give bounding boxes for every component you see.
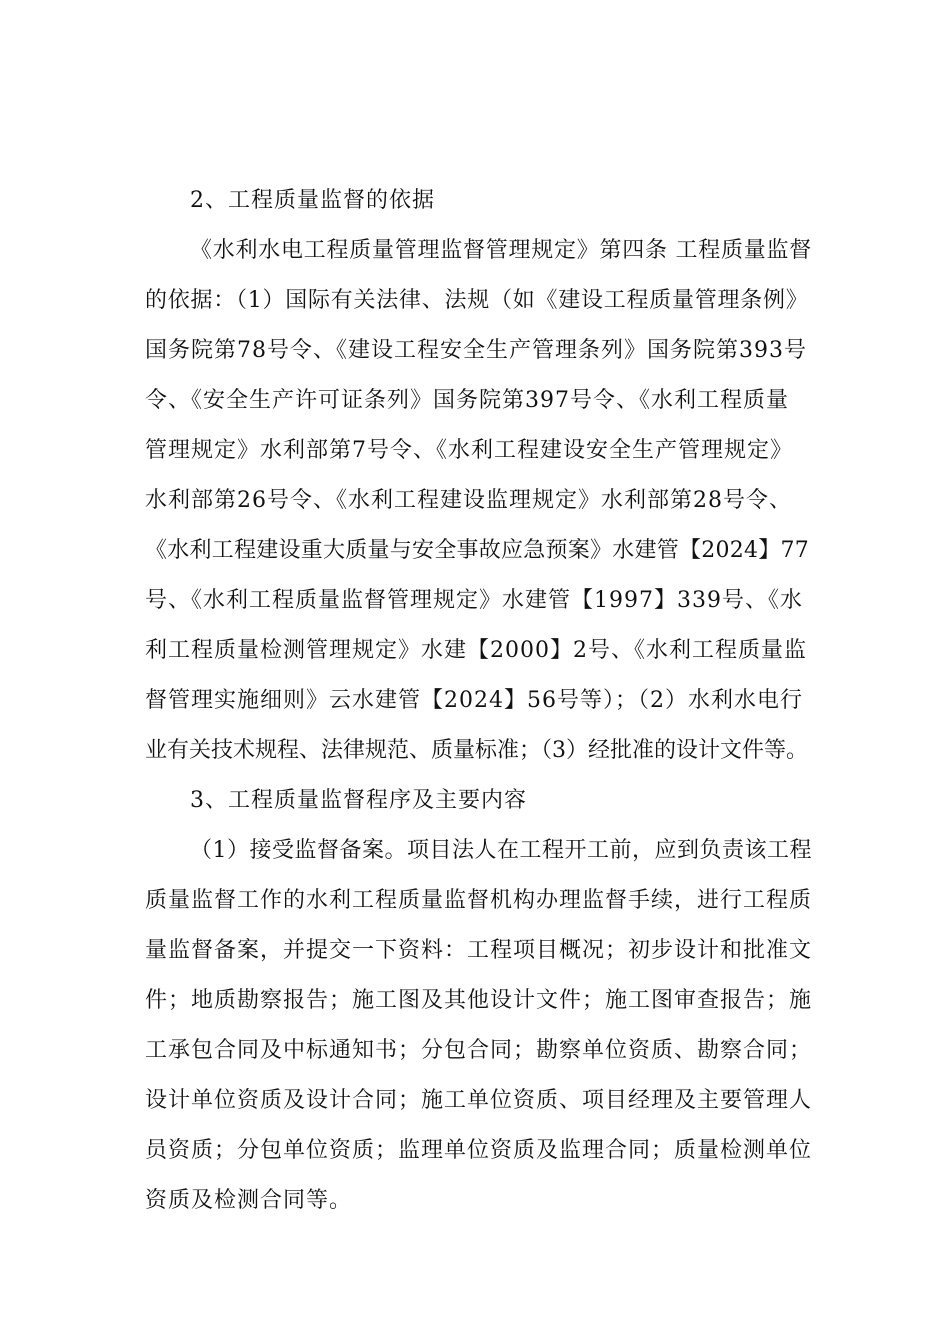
paragraph-line: 的依据：（1）国际有关法律、法规（如《建设工程质量管理条例》 (145, 288, 809, 313)
paragraph-line: 件；地质勘察报告；施工图及其他设计文件；施工图审查报告；施 (145, 988, 813, 1013)
paragraph-line: 管理规定》水利部第7号令、《水利工程建设安全生产管理规定》 (145, 438, 793, 463)
paragraph-line: 水利部第26号令、《水利工程建设监理规定》水利部第28号令、 (145, 488, 792, 513)
paragraph-line: 令、《安全生产许可证条列》国务院第397号令、《水利工程质量 (145, 388, 789, 413)
paragraph-line: 工承包合同及中标通知书；分包合同；勘察单位资质、勘察合同； (145, 1038, 813, 1063)
paragraph-line: 《水利水电工程质量管理监督管理规定》第四条 工程质量监督 (190, 238, 812, 263)
paragraph-line: 质量监督工作的水利工程质量监督机构办理监督手续，进行工程质 (145, 888, 813, 913)
paragraph-line: （1）接受监督备案。项目法人在工程开工前，应到负责该工程 (190, 838, 812, 863)
paragraph-line: 国务院第78号令、《建设工程安全生产管理条列》国务院第393号 (145, 338, 807, 363)
paragraph-line: 业有关技术规程、法律规范、质量标准；（3）经批准的设计文件等。 (145, 738, 808, 763)
paragraph-line: 号、《水利工程质量监督管理规定》水建管【1997】339号、《水 (145, 588, 803, 613)
paragraph-line: 督管理实施细则》云水建管【2024】56号等）；（2）水利水电行 (145, 688, 803, 713)
section-heading-basis: 2、工程质量监督的依据 (190, 188, 435, 213)
paragraph-line: 设计单位资质及设计合同；施工单位资质、项目经理及主要管理人 (145, 1088, 813, 1113)
paragraph-line: 员资质；分包单位资质；监理单位资质及监理合同；质量检测单位 (145, 1138, 813, 1163)
paragraph-line: 资质及检测合同等。 (145, 1188, 353, 1213)
section-heading-procedure: 3、工程质量监督程序及主要内容 (190, 788, 527, 813)
paragraph-line: 量监督备案，并提交一下资料：工程项目概况；初步设计和批准文 (145, 938, 813, 963)
paragraph-line: 利工程质量检测管理规定》水建【2000】2号、《水利工程质量监 (145, 638, 807, 663)
paragraph-line: 《水利工程建设重大质量与安全事故应急预案》水建管【2024】77 (145, 538, 809, 563)
